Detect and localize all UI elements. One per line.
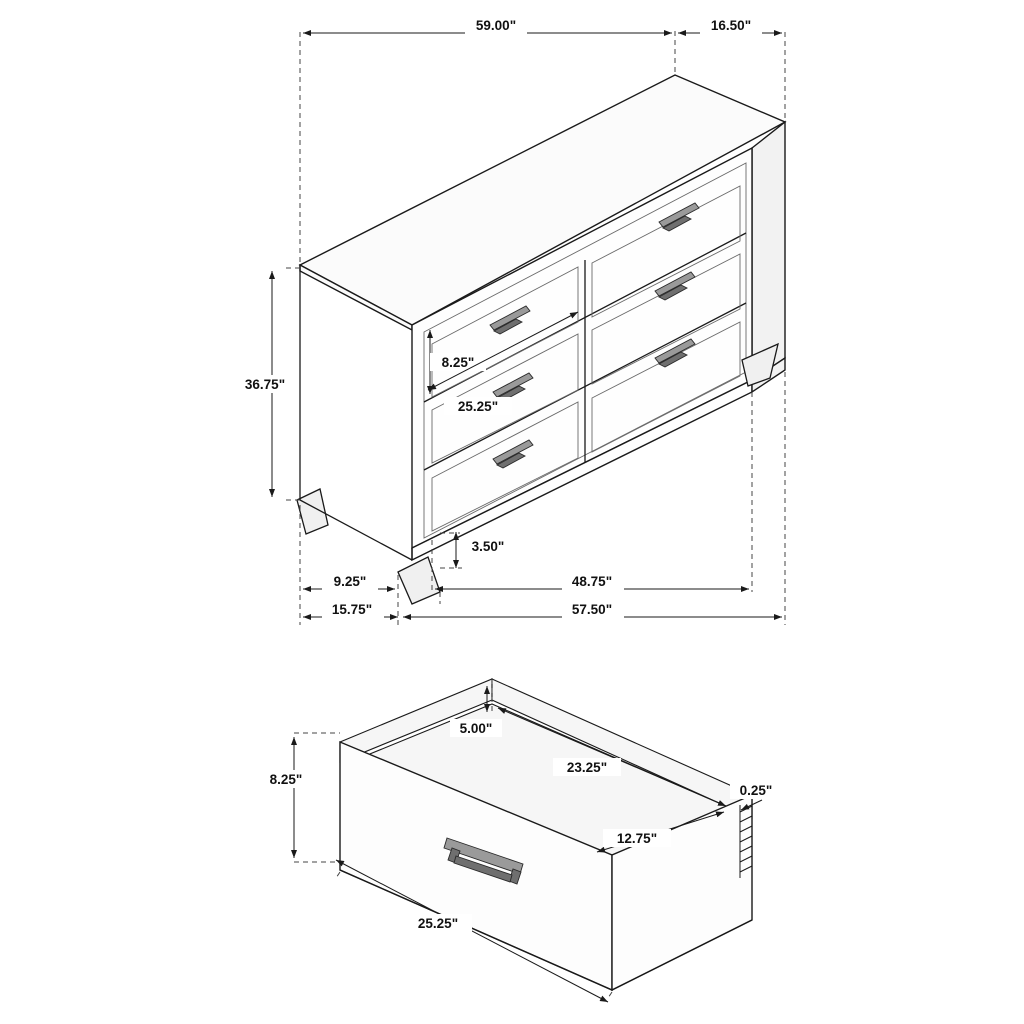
dim-leg-depth: 9.25" bbox=[333, 574, 367, 589]
dim-interior-depth: 5.00" bbox=[459, 721, 493, 736]
dim-case-width: 48.75" bbox=[571, 574, 613, 589]
dim-depth-top: 16.50" bbox=[710, 18, 752, 33]
dim-drawer-width: 25.25" bbox=[457, 399, 499, 414]
dresser-right-side bbox=[752, 122, 785, 380]
dim-height-overall: 36.75" bbox=[244, 377, 286, 392]
leg-front-left bbox=[398, 557, 440, 604]
dim-panel-thickness: 0.25" bbox=[739, 783, 773, 798]
dim-leg-height: 3.50" bbox=[471, 539, 505, 554]
dresser-illustration bbox=[297, 75, 785, 604]
dim-width-top: 59.00" bbox=[475, 18, 517, 33]
dim-base-depth: 15.75" bbox=[331, 602, 373, 617]
dim-face-height: 8.25" bbox=[269, 772, 303, 787]
dim-overall-width: 57.50" bbox=[571, 602, 613, 617]
dim-interior-length: 23.25" bbox=[566, 760, 608, 775]
dim-face-width: 25.25" bbox=[417, 916, 459, 931]
dim-drawer-height: 8.25" bbox=[441, 355, 475, 370]
drawer-illustration bbox=[340, 679, 752, 990]
leg-back-left bbox=[297, 489, 328, 534]
dim-interior-width: 12.75" bbox=[616, 831, 658, 846]
